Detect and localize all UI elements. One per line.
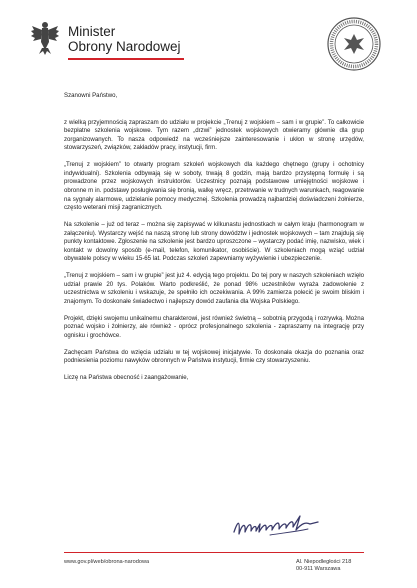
- letter-paragraph-3: Na szkolenie – już od teraz – można się zapisywać w kilkunastu jednostkach w całym kraju (harmonogram w załączeniu). Wystarczy wejść na naszą stronę lub strony dowództw i jednostek wojskowych – tam znajdują się punkty kontaktowe. Zgłoszenie na szkolenie jest bardzo uproszczone – wystarczy podać imię, nazwisko, wiek i kontakt w dowolny sposób (e-mail, telefon, komunikator, osobiście). W szkoleniach mogą wziąć udział obywatele polscy w wieku 15-65 lat. Podczas szkoleń zapewniamy wyżywienie i ubezpieczenie.: [64, 220, 364, 263]
- letter-paragraph-5: Projekt, dzięki swojemu unikalnemu charakterowi, jest również świetną – sobotnią przygodą i rozrywką. Można poznać wojsko i żołnierzy, ale również - oprócz profesjonalnego szkolenia - zapraszamy na integrację przy ognisku i grochówce.: [64, 314, 364, 339]
- footer-divider: [64, 552, 364, 553]
- letter-paragraph-6: Zachęcam Państwa do wzięcia udziału w tej wojskowej inicjatywie. To doskonała okazja do poznania oraz podniesienia poziomu nawyków obronnych w Państwa instytucji, firmie czy stowarzyszeniu.: [64, 348, 364, 365]
- letter-paragraph-2: „Trenuj z wojskiem” to otwarty program szkoleń wojskowych dla każdego chętnego (grupy i ochotnicy indywidualni). Szkolenia odbywają się w soboty, trwają 8 godzin, mają bardzo przystępną formułę i są prowadzone przez wojskowych instruktorów. Uczestnicy poznają podstawowe umiejętności wojskowe i obronne m in. podstawy posługiwania się bronią, walkę wręcz, przetrwanie w trudnych warunkach, reagowanie na sygnały alarmowe, udzielanie pomocy medycznej. Szkolenia prowadzą najbardziej doświadczeni żołnierze, często weterani misji zagranicznych.: [64, 161, 364, 212]
- letterhead: [0, 0, 417, 80]
- footer-address-line2: 00-911 Warszawa: [296, 566, 341, 573]
- ministry-title-line1: Minister: [68, 24, 116, 39]
- footer-address-line1: Al. Niepodległości 218: [296, 559, 352, 565]
- polish-eagle-emblem-icon: [30, 20, 60, 56]
- letter-paragraph-4: „Trenuj z wojskiem – sam i w grupie” jest już 4. edycją tego projektu. Do tej pory w naszych szkoleniach wzięło udział prawie 20 tys. Polaków. Warto podkreślić, że ponad 98% uczestników wyraża zadowolenie z uczestnictwa w szkoleniu i wskazuje, że spełniło ich oczekiwania. A 99% zamierza polecić je swoim bliskim i znajomym. To doskonałe świadectwo i najlepszy dowód zaufania dla Wojska Polskiego.: [64, 272, 364, 305]
- ministry-title-line2: Obrony Narodowej: [68, 39, 181, 54]
- official-seal-stamp-icon: [326, 16, 382, 72]
- ministry-title: [68, 24, 181, 54]
- letter-closing: Liczę na Państwa obecność i zaangażowanie,: [64, 373, 189, 381]
- footer-address: [296, 559, 351, 574]
- footer-website-link[interactable]: www.gov.pl/web/obrona-narodowa: [64, 559, 150, 565]
- header-accent-line: [68, 58, 184, 60]
- handwritten-signature-icon: [230, 510, 322, 544]
- letter-greeting: Szanowni Państwo,: [64, 92, 118, 99]
- letter-paragraph-1: z wielką przyjemnością zapraszam do udziału w projekcie „Trenuj z wojskiem – sam i w grupie”. To całkowicie bezpłatne szkolenia wojskowe. Tym razem „drzwi” jednostek wojskowych otwieramy głównie dla grup zorganizowanych. To nasza odpowiedź na wcześniejsze zainteresowanie i ukłon w stronę urzędów, stowarzyszeń, związków, zakładów pracy, instytucji, firm.: [64, 118, 364, 152]
- letter-body: [64, 92, 364, 391]
